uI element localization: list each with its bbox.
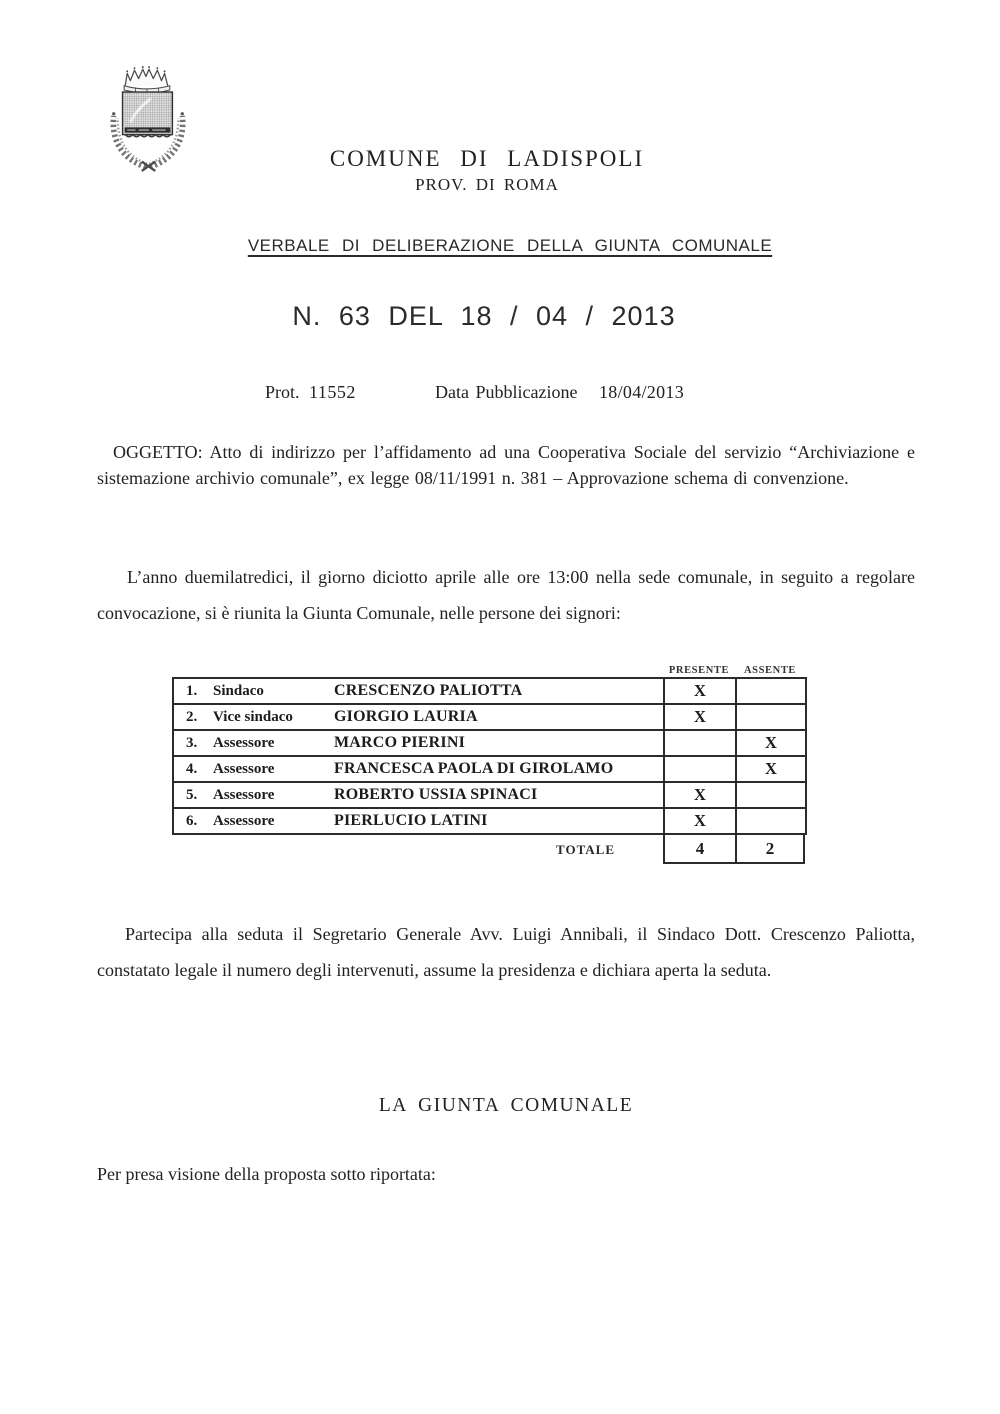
row-number: 5. — [186, 786, 198, 803]
publication-label: Data Pubblicazione — [435, 382, 578, 402]
attendance-total-row — [172, 835, 805, 864]
member-role: Vice sindaco — [213, 708, 293, 725]
member-role: Assessore — [213, 812, 275, 829]
protocol-line — [0, 382, 1000, 406]
member-name: ROBERTO USSIA SPINACI — [334, 786, 538, 803]
total-label: TOTALE — [556, 842, 615, 857]
row-number: 3. — [186, 734, 198, 751]
document-type-heading: VERBALE DI DELIBERAZIONE DELLA GIUNTA COMUNALE — [247, 236, 773, 255]
table-row — [173, 808, 806, 834]
attendance-section — [172, 661, 805, 864]
table-row — [173, 704, 806, 730]
subject-paragraph: OGGETTO: Atto di indirizzo per l’affidamento ad una Cooperativa Sociale del servizio “Archiviazione e sistemazione archivio comunale”, ex legge 08/11/1991 n. 381 – Approvazione schema di convenzione. — [97, 442, 915, 488]
attendance-column-headers — [172, 661, 805, 676]
closing-line: Per presa visione della proposta sotto riportata: — [97, 1164, 436, 1184]
row-number: 1. — [186, 682, 198, 699]
member-name: FRANCESCA PAOLA DI GIROLAMO — [334, 760, 614, 777]
publication-date: 18/04/2013 — [599, 382, 685, 402]
row-number: 4. — [186, 760, 198, 777]
assente-column-header: ASSENTE — [743, 665, 797, 676]
row-number: 6. — [186, 812, 198, 829]
table-row — [173, 782, 806, 808]
assente-mark: X — [736, 756, 806, 782]
presente-column-header: PRESENTE — [668, 665, 730, 676]
member-name: PIERLUCIO LATINI — [334, 812, 488, 829]
attendance-table-body — [173, 678, 806, 834]
member-role: Assessore — [213, 786, 275, 803]
presente-mark: X — [664, 782, 736, 808]
member-role: Sindaco — [213, 682, 264, 699]
assente-mark — [736, 678, 806, 704]
municipality-name: COMUNE DI LADISPOLI — [329, 146, 645, 171]
member-role: Assessore — [213, 760, 275, 777]
table-row — [173, 756, 806, 782]
protocol-number: 11552 — [309, 382, 356, 402]
assente-mark — [736, 808, 806, 834]
assente-mark: X — [736, 730, 806, 756]
presente-mark: X — [664, 808, 736, 834]
province-line: PROV. DI ROMA — [415, 175, 559, 194]
member-name: MARCO PIERINI — [334, 734, 466, 751]
member-name: CRESCENZO PALIOTTA — [334, 682, 523, 699]
intro-paragraph: L’anno duemilatredici, il giorno diciotto aprile alle ore 13:00 nella sede comunale, in seguito a regolare convocazione, si è riunita la Giunta Comunale, nelle persone dei signori: — [97, 567, 915, 623]
member-name: GIORGIO LAURIA — [334, 708, 478, 725]
table-row — [173, 678, 806, 704]
secretary-paragraph: Partecipa alla seduta il Segretario Generale Avv. Luigi Annibali, il Sindaco Dott. Crescenzo Paliotta, constatato legale il numero degli intervenuti, assume la presidenza e dichiara aperta la seduta. — [97, 924, 915, 980]
member-role: Assessore — [213, 734, 275, 751]
deliberation-number: N. 63 DEL 18 / 04 / 2013 — [292, 301, 676, 331]
giunta-heading: LA GIUNTA COMUNALE — [378, 1095, 634, 1116]
table-row — [173, 730, 806, 756]
presente-mark — [664, 756, 736, 782]
assente-mark — [736, 782, 806, 808]
protocol-label: Prot. — [265, 382, 300, 402]
attendance-table — [172, 677, 807, 835]
total-assente: 2 — [735, 835, 805, 864]
presente-mark — [664, 730, 736, 756]
presente-mark: X — [664, 704, 736, 730]
municipality-header — [0, 146, 974, 195]
total-presente: 4 — [663, 835, 735, 864]
assente-mark — [736, 704, 806, 730]
row-number: 2. — [186, 708, 198, 725]
presente-mark: X — [664, 678, 736, 704]
